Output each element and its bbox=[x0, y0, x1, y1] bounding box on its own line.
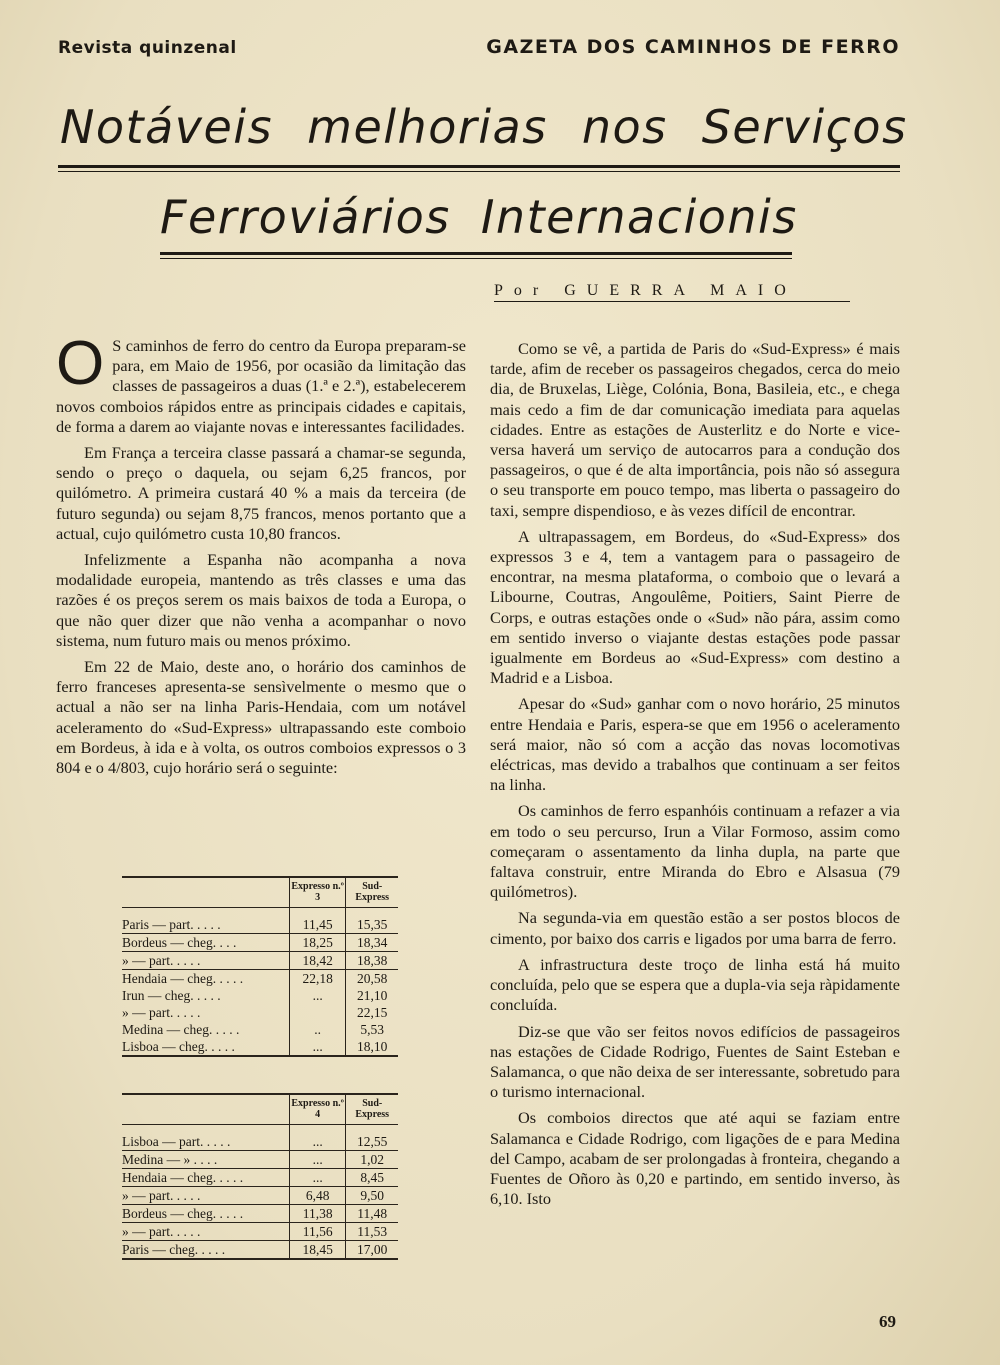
time-cell: ... bbox=[289, 1169, 346, 1187]
station-cell: » — part. . . . . bbox=[122, 1187, 289, 1205]
station-cell: Hendaia — cheg. . . . . bbox=[122, 1169, 289, 1187]
timetable-outbound bbox=[122, 876, 398, 1057]
table-row bbox=[122, 1241, 398, 1260]
timetable-header-col1: Expresso n.º 4 bbox=[289, 1094, 346, 1125]
timetable-header-col2: Sud-Express bbox=[346, 877, 398, 908]
paragraph: Infelizmente a Espanha não acompanha a nova modalidade europeia, mantendo as três classes e uma das razões é os preços serem os mais baixos de toda a Europa, o que não quer dizer que não venha a acompanhar o novo sistema, num futuro mais ou menos próximo. bbox=[56, 550, 466, 650]
paragraph: A ultrapassagem, em Bordeus, do «Sud-Express» dos expressos 3 e 4, tem a vantagem para o passageiro de encontrar, na mesma plataforma, o comboio que o levará a Libourne, Coutras, Angoulême, Poitiers, Saint Pierre de Corps, e outras estações onde o «Sud» não pára, assim como em sentido inverso o viajante destas estações pode passar igualmente em Bordeus ao «Sud-Express» com destino a Madrid e a Lisboa. bbox=[490, 526, 900, 688]
paragraph: Em 22 de Maio, deste ano, o horário dos caminhos de ferro franceses apresenta-se sensìvelmente o mesmo que o actual a não ser na linha Paris-Hendaia, com um notável aceleramento do «Sud-Express» ultrapassando este comboio em Bordeus, à ida e à volta, os outros comboios expressos o 3 804 e o 4/803, cujo horário será o seguinte: bbox=[56, 657, 466, 778]
station-cell: » — part. . . . . bbox=[122, 1223, 289, 1241]
time-cell: 11,45 bbox=[289, 916, 346, 934]
station-cell: Bordeus — cheg. . . . bbox=[122, 934, 289, 952]
left-column bbox=[56, 329, 466, 784]
drop-cap: O bbox=[56, 329, 105, 398]
time-cell: 11,56 bbox=[289, 1223, 346, 1241]
title-rule bbox=[160, 258, 792, 259]
paragraph: Na segunda-via em questão estão a ser postos blocos de cimento, por baixo dos carris e ligados por uma barra de ferro. bbox=[490, 908, 900, 948]
header-left: Revista quinzenal bbox=[58, 38, 237, 58]
time-cell: 15,35 bbox=[346, 916, 398, 934]
time-cell: 21,10 bbox=[346, 987, 398, 1004]
time-cell: 1,02 bbox=[346, 1151, 398, 1169]
table-row bbox=[122, 1021, 398, 1038]
table-row bbox=[122, 987, 398, 1004]
timetable-header-col2: Sud-Express bbox=[346, 1094, 398, 1125]
time-cell: .. bbox=[289, 1021, 346, 1038]
station-cell: Paris — part. . . . . bbox=[122, 916, 289, 934]
timetable-header-col1: Expresso n.º 3 bbox=[289, 877, 346, 908]
time-cell: 11,38 bbox=[289, 1205, 346, 1223]
table-row bbox=[122, 1223, 398, 1241]
table-spacer bbox=[122, 908, 398, 917]
time-cell: 18,25 bbox=[289, 934, 346, 952]
time-cell: ... bbox=[289, 987, 346, 1004]
right-column bbox=[490, 339, 900, 1215]
paragraph-text: S caminhos de ferro do centro da Europa preparam-se para, em Maio de 1956, por ocasião da limitação das classes de passageiros a duas (1.ª e 2.ª), estabelecerem novos comboios rápidos entre as principais cidades e capitais, de forma a darem ao viajante novas e interessantes facilidades. bbox=[56, 336, 466, 436]
time-cell: 17,00 bbox=[346, 1241, 398, 1260]
time-cell: ... bbox=[289, 1038, 346, 1056]
table-row bbox=[122, 970, 398, 988]
station-cell: Hendaia — cheg. . . . . bbox=[122, 971, 244, 986]
byline: Por GUERRA MAIO bbox=[494, 282, 797, 299]
time-cell: 9,50 bbox=[346, 1187, 398, 1205]
time-cell: 18,34 bbox=[346, 934, 398, 952]
time-cell: 18,45 bbox=[289, 1241, 346, 1260]
time-cell: 8,45 bbox=[346, 1169, 398, 1187]
time-cell: 18,38 bbox=[346, 952, 398, 970]
table-row bbox=[122, 1004, 398, 1021]
time-cell: 5,53 bbox=[346, 1021, 398, 1038]
station-cell: » — part. . . . . bbox=[122, 1005, 201, 1020]
table-spacer bbox=[122, 1125, 398, 1134]
table-row bbox=[122, 1133, 398, 1151]
paragraph: Os comboios directos que até aqui se faziam entre Salamanca e Cidade Rodrigo, com ligações de e para Medina del Campo, acabam de ser prolongadas à fronteira, chegando a Fuentes de Oñoro às 0,20 e partindo, em sentido inverso, às 6,10. Isto bbox=[490, 1108, 900, 1209]
paragraph: Os caminhos de ferro espanhóis continuam a refazer a via em todo o seu percurso, Irun a Vilar Formoso, assim como começaram o assentamento da linha dupla, na parte que faltava construir, entre Miranda do Ebro e Alsasua (79 quilómetros). bbox=[490, 801, 900, 902]
time-cell: 20,58 bbox=[346, 970, 398, 988]
station-cell: Bordeus — cheg. . . . . bbox=[122, 1205, 289, 1223]
time-cell: 22,18 bbox=[289, 970, 346, 988]
paragraph: Como se vê, a partida de Paris do «Sud-Express» é mais tarde, afim de receber os passageiros chegados, cerca do meio dia, de Bruxelas, Liège, Colónia, Bona, Basileia, etc., e chega mais cedo a fim de dar comunicação imediata para aquelas cidades. Entre as estações de Austerlitz e do Norte e vice-versa haverá um serviço de autocarros para a condução dos passageiros, o que é de alta importância, pois não só assegura o seu transporte em pouco tempo, mas liberta o passageiro do taxi, sempre dispendioso, e às vezes difícil de encontrar. bbox=[490, 339, 900, 520]
time-cell bbox=[289, 1004, 346, 1021]
paragraph bbox=[56, 329, 466, 437]
time-cell: 12,55 bbox=[346, 1133, 398, 1151]
time-cell: 18,42 bbox=[289, 952, 346, 970]
station-cell: Lisboa — cheg. . . . . bbox=[122, 1038, 289, 1056]
station-cell: Irun — cheg. . . . . bbox=[122, 988, 221, 1003]
table-row bbox=[122, 1187, 398, 1205]
table-row bbox=[122, 916, 398, 934]
paragraph: Em França a terceira classe passará a chamar-se segunda, sendo o preço o daquela, ou sejam 6,25 francos, por quilómetro. A primeira custará 40 % a mais da terceira (de futuro segunda) ou sejam 8,75 francos, menos portanto que a actual, cujo quilómetro custa 10,80 francos. bbox=[56, 443, 466, 543]
time-cell: ... bbox=[289, 1133, 346, 1151]
table-row bbox=[122, 1169, 398, 1187]
table-row bbox=[122, 1151, 398, 1169]
title-rule bbox=[58, 171, 900, 172]
table-row bbox=[122, 1038, 398, 1056]
time-cell: 11,48 bbox=[346, 1205, 398, 1223]
page-number: 69 bbox=[879, 1312, 896, 1331]
paragraph: A infrastructura deste troço de linha está há muito concluída, pelo que se espera que a dupla-via seja ràpidamente concluída. bbox=[490, 954, 900, 1015]
title-rule bbox=[58, 165, 900, 168]
table-row bbox=[122, 1205, 398, 1223]
title-line-1: Notáveis melhorias nos Serviços bbox=[60, 100, 908, 154]
time-cell: 11,53 bbox=[346, 1223, 398, 1241]
station-cell: Lisboa — part. . . . . bbox=[122, 1133, 289, 1151]
time-cell: 22,15 bbox=[346, 1004, 398, 1021]
byline-rule bbox=[494, 301, 850, 302]
timetable-header-station bbox=[122, 1094, 289, 1125]
table-row bbox=[122, 934, 398, 952]
station-cell: Paris — cheg. . . . . bbox=[122, 1241, 289, 1260]
paragraph: Diz-se que vão ser feitos novos edifícios de passageiros nas estações de Cidade Rodrigo, Fuentes de Saint Esteban e Salamanca, o que não deixa de ser interessante, sobretudo para o turismo internacional. bbox=[490, 1021, 900, 1102]
title-line-2: Ferroviários Internacionis bbox=[160, 190, 798, 244]
station-cell: » — part. . . . . bbox=[122, 952, 289, 970]
table-row bbox=[122, 952, 398, 970]
time-cell: 6,48 bbox=[289, 1187, 346, 1205]
title-rule bbox=[160, 252, 792, 255]
timetable-header-station bbox=[122, 877, 289, 908]
paragraph: Apesar do «Sud» ganhar com o novo horário, 25 minutos entre Hendaia e Paris, espera-se que em 1956 o aceleramento será maior, não só com a acção das novas locomotivas eléctricas, mas devido a trabalhos que continuam a ser feitos na linha. bbox=[490, 694, 900, 795]
time-cell: 18,10 bbox=[346, 1038, 398, 1056]
header-right: GAZETA DOS CAMINHOS DE FERRO bbox=[486, 36, 900, 58]
time-cell: ... bbox=[289, 1151, 346, 1169]
station-cell: Medina — » . . . . bbox=[122, 1151, 289, 1169]
timetable-inbound bbox=[122, 1093, 398, 1260]
station-cell: Medina — cheg. . . . . bbox=[122, 1022, 240, 1037]
